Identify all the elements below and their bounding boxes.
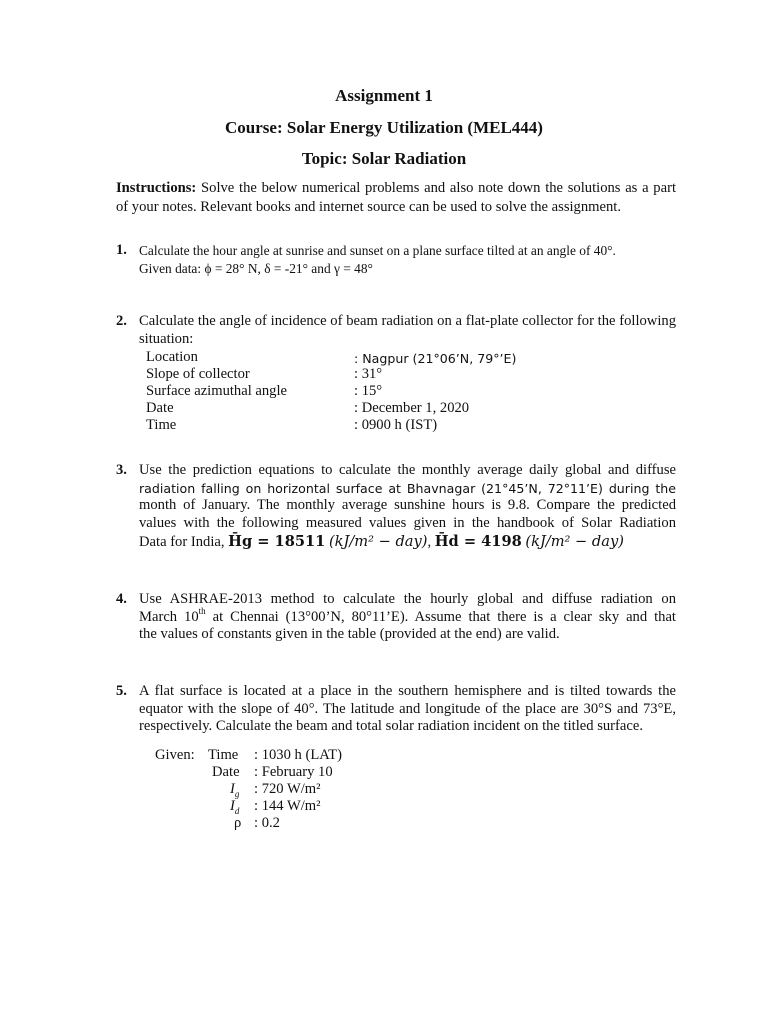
question-5-line-2: equator with the slope of 40°. The latitude and longitude of the place are 30°S and 73°E, bbox=[139, 700, 676, 717]
question-5-given-block bbox=[155, 747, 415, 832]
question-3-line-3: month of January. The monthly average sunshine hours is 9.8. Compare the predicted bbox=[139, 497, 676, 514]
assignment-title: Assignment 1 bbox=[335, 86, 433, 105]
question-2-intro: Calculate the angle of incidence of beam radiation on a flat-plate collector for the following situation: bbox=[139, 313, 676, 347]
question-4-line-2 bbox=[139, 605, 676, 627]
table-key: Location bbox=[146, 349, 198, 365]
question-3-line-2: radiation falling on horizontal surface at Bhavnagar (21°45’N, 72°11’E) during the bbox=[139, 480, 676, 496]
instructions-block bbox=[116, 179, 676, 216]
table-value: : Nagpur (21°06’N, 79°’E) bbox=[354, 351, 517, 366]
question-5-line-1: A flat surface is located at a place in the southern hemisphere and is tilted towards the bbox=[139, 683, 676, 699]
given-value: : 1030 h (LAT) bbox=[254, 747, 342, 763]
question-3-line-4: values with the following measured values given in the handbook of Solar Radiation bbox=[139, 515, 676, 532]
question-5 bbox=[116, 683, 676, 736]
question-number: 2. bbox=[116, 313, 127, 329]
question-3-line-5-text: Data for India, bbox=[139, 533, 229, 550]
topic-title: Topic: Solar Radiation bbox=[301, 149, 467, 168]
measured-diffuse-unit: (kJ/m² − day) bbox=[525, 532, 624, 550]
question-3 bbox=[116, 462, 676, 552]
question-4-line-1: Use ASHRAE-2013 method to calculate the hourly global and diffuse radiation on bbox=[139, 591, 676, 607]
instructions-label: Instructions: bbox=[116, 180, 197, 196]
question-4-line-3: the values of constants given in the table (provided at the end) are valid. bbox=[139, 626, 560, 643]
question-number: 5. bbox=[116, 683, 127, 699]
table-key: Time bbox=[146, 417, 177, 433]
given-key: ρ bbox=[234, 815, 242, 831]
given-value: : February 10 bbox=[254, 764, 333, 780]
question-number: 1. bbox=[116, 242, 127, 258]
question-1-given-data: Given data: ϕ = 28° N, δ = -21° and γ = 48° bbox=[139, 261, 373, 276]
given-key: Time bbox=[208, 747, 239, 763]
instructions-text: Solve the below numerical problems and also note down the solutions as a part of your notes. Relevant books and internet source can be used to solve the assignment. bbox=[116, 180, 676, 215]
question-number: 4. bbox=[116, 591, 127, 607]
table-key: Slope of collector bbox=[146, 366, 250, 382]
question-1 bbox=[116, 242, 676, 278]
question-3-line-5: Data for India, H̄g = 18511 (kJ/m² − day), H̄d = 4198 (kJ/m² − day) bbox=[139, 532, 624, 550]
table-value: : 31° bbox=[354, 366, 383, 382]
given-label: Given: bbox=[155, 747, 195, 763]
given-key-id: $I_d$ bbox=[230, 798, 240, 816]
given-value: : 0.2 bbox=[254, 815, 280, 831]
table-value: : December 1, 2020 bbox=[354, 400, 470, 416]
measured-global-radiation: H̄g = 18511 bbox=[228, 532, 326, 550]
given-key: Date bbox=[212, 764, 240, 780]
question-4-date-suffix: th bbox=[198, 605, 206, 616]
table-key: Date bbox=[146, 400, 174, 416]
measured-global-unit: (kJ/m² − day) bbox=[328, 532, 428, 550]
given-value: : 720 W/m² bbox=[254, 781, 321, 797]
table-value: : 0900 h (IST) bbox=[354, 417, 438, 433]
given-key-ig: $I_g$ bbox=[230, 781, 240, 799]
question-4 bbox=[116, 591, 676, 644]
table-key: Surface azimuthal angle bbox=[146, 383, 288, 399]
question-1-line-1: Calculate the hour angle at sunrise and sunset on a plane surface tilted at an angle of 40°. bbox=[139, 243, 616, 258]
measured-diffuse-radiation: H̄d = 4198 bbox=[434, 532, 522, 550]
question-3-line-1: Use the prediction equations to calculate the monthly average daily global and diffuse bbox=[139, 462, 676, 478]
course-title: Course: Solar Energy Utilization (MEL444) bbox=[225, 118, 543, 137]
table-value: : 15° bbox=[354, 383, 383, 399]
question-4-line-2-rest: at Chennai (13°00’N, 80°11’E). Assume that there is a clear sky and that bbox=[205, 608, 676, 625]
question-number: 3. bbox=[116, 462, 127, 478]
question-5-line-3: respectively. Calculate the beam and total solar radiation incident on the titled surface. bbox=[139, 718, 643, 735]
question-2 bbox=[116, 313, 676, 348]
given-value: : 144 W/m² bbox=[254, 798, 321, 814]
question-4-date: March 10 bbox=[139, 608, 199, 625]
